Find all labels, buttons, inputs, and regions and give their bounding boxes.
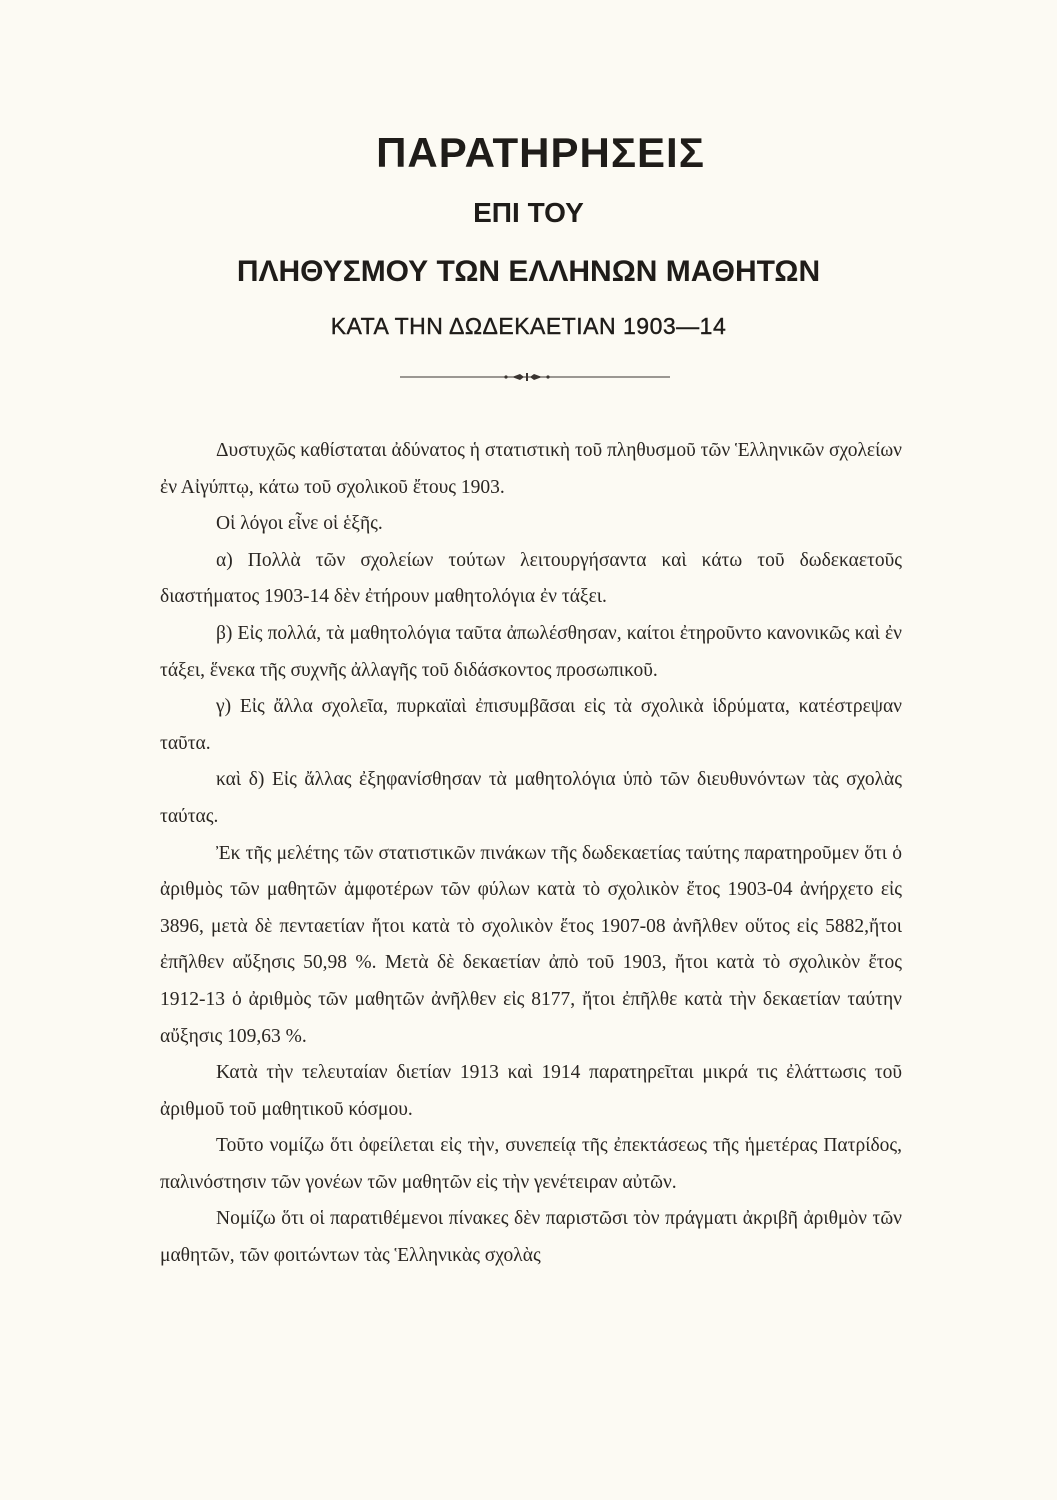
- document-title: ΠΑΡΑΤΗΡΗΣΕΙΣ: [376, 129, 705, 176]
- document-subtitle-3: ΚΑΤΑ ΤΗΝ ΔΩΔΕΚΑΕΤΙΑΝ 1903—14: [330, 313, 727, 339]
- paragraph: Νομίζω ὅτι οἱ παρατιθέμενοι πίνακες δὲν παριστῶσι τὸν πράγματι ἀκριβῆ ἀριθμὸν τῶν μαθητῶν, τῶν φοιτώντων τὰς Ἑλληνικὰς σχολὰς: [160, 1208, 902, 1267]
- paragraph: β) Εἰς πολλά, τὰ μαθητολόγια ταῦτα ἀπωλέσθησαν, καίτοι ἐτηροῦντο κανονικῶς καὶ ἐν τάξει, ἕνεκα τῆς συχνῆς ἀλλαγῆς τοῦ διδάσκοντος προσωπικοῦ.: [160, 622, 902, 681]
- paragraph: Δυστυχῶς καθίσταται ἀδύνατος ἡ στατιστικὴ τοῦ πληθυσμοῦ τῶν Ἑλληνικῶν σχολείων ἐν Αἰγύπτῳ, κάτω τοῦ σχολικοῦ ἔτους 1903.: [160, 440, 902, 498]
- divider-ornament: [400, 370, 670, 384]
- body-text: [160, 433, 902, 1275]
- document-subtitle-1: ΕΠΙ ΤΟΥ: [473, 197, 584, 228]
- paragraph: καὶ δ) Εἰς ἄλλας ἐξηφανίσθησαν τὰ μαθητολόγια ὑπὸ τῶν διευθυνόντων τὰς σχολὰς ταύτας.: [160, 769, 902, 827]
- paragraph: α) Πολλὰ τῶν σχολείων τούτων λειτουργήσαντα καὶ κάτω τοῦ δωδεκαετοῦς διαστήματος 1903-14 δὲν ἐτήρουν μαθητολόγια ἐν τάξει.: [160, 549, 902, 608]
- paragraph: Οἱ λόγοι εἶνε οἱ ἑξῆς.: [216, 513, 383, 535]
- heading-block: [0, 124, 1057, 342]
- paragraph: γ) Εἰς ἄλλα σχολεῖα, πυρκαϊαὶ ἐπισυμβᾶσαι εἰς τὰ σχολικὰ ἱδρύματα, κατέστρεψαν ταῦτα.: [160, 696, 902, 754]
- paragraph: Ἐκ τῆς μελέτης τῶν στατιστικῶν πινάκων τῆς δωδεκαετίας ταύτης παρατηροῦμεν ὅτι ὁ ἀριθμὸς τῶν μαθητῶν ἀμφοτέρων τῶν φύλων κατὰ τὸ σχολικὸν ἔτος 1903-04 ἀνήρχετο εἰς 3896, μετὰ δὲ πενταετίαν ἤτοι κατὰ τὸ σχολικὸν ἔτος 1907-08 ἀνῆλθεν οὕτος εἰς 5882,ἤτοι ἐπῆλθεν αὔξησις 50,98 %. Μετὰ δὲ δεκαετίαν ἀπὸ τοῦ 1903, ἤτοι κατὰ τὸ σχολικὸν ἔτος 1912-13 ὁ ἀριθμὸς τῶν μαθητῶν ἀνῆλθεν εἰς 8177, ἤτοι ἐπῆλθε κατὰ τὴν δεκαετίαν ταύτην αὔξησις 109,63 %.: [160, 842, 902, 1047]
- paragraph: Τοῦτο νομίζω ὅτι ὀφείλεται εἰς τὴν, συνεπείᾳ τῆς ἐπεκτάσεως τῆς ἡμετέρας Πατρίδος, παλινόστησιν τῶν γονέων τῶν μαθητῶν εἰς τὴν γενέτειραν αὐτῶν.: [160, 1135, 902, 1193]
- paragraph: Κατὰ τὴν τελευταίαν διετίαν 1913 καὶ 1914 παρατηρεῖται μικρά τις ἐλάττωσις τοῦ ἀριθμοῦ τοῦ μαθητικοῦ κόσμου.: [160, 1062, 902, 1120]
- document-subtitle-2: ΠΛΗΘΥΣΜΟΥ ΤΩΝ ΕΛΛΗΝΩΝ ΜΑΘΗΤΩΝ: [236, 255, 821, 288]
